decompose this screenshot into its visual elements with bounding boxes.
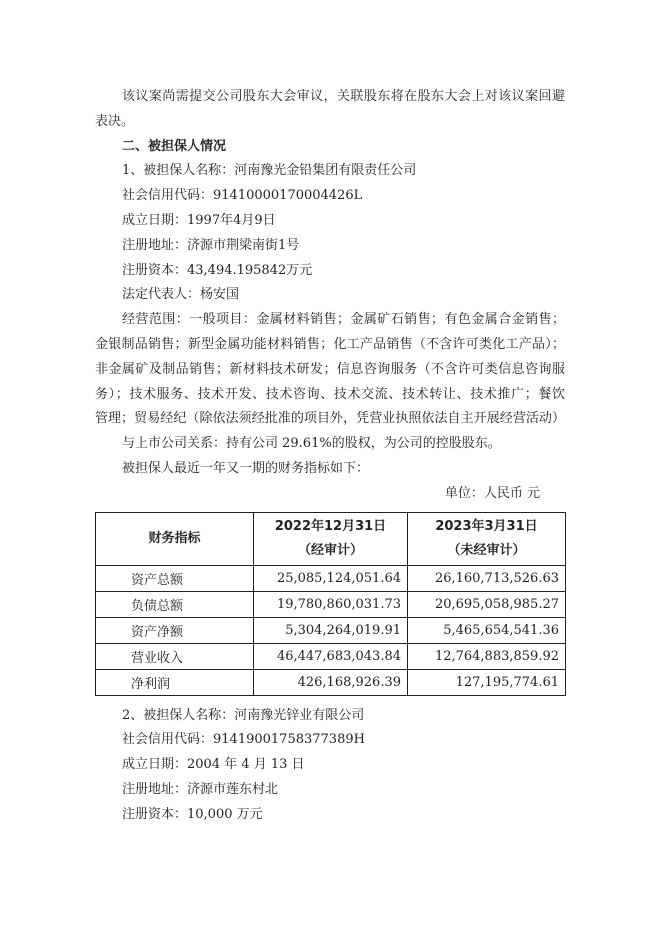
value-2023: 26,160,713,526.63 <box>408 565 566 591</box>
guarantee-1-name: 1、被担保人名称：河南豫光金铅集团有限责任公司 <box>122 163 417 179</box>
document-page <box>95 85 565 828</box>
value-2022: 46,447,683,043.84 <box>254 643 408 669</box>
value-2022: 5,304,264,019.91 <box>254 617 408 643</box>
financial-intro: 被担保人最近一年又一期的财务指标如下： <box>122 460 370 476</box>
guarantee-2-established: 成立日期：2004 年 4 月 13 日 <box>122 757 305 773</box>
business-scope-line: 管理；贸易经纪（除依法须经批准的项目外，凭营业执照依法自主开展经营活动） <box>95 411 565 427</box>
table-header-row <box>96 512 566 565</box>
table-row <box>96 669 566 695</box>
header-2022-note: （经审计） <box>297 542 363 558</box>
guarantee-1-address: 注册地址：济源市荆梁南街1号 <box>122 237 300 253</box>
guarantee-2-name: 2、被担保人名称：河南豫光锌业有限公司 <box>122 707 365 723</box>
table-row <box>96 591 566 617</box>
value-2022: 25,085,124,051.64 <box>254 565 408 591</box>
value-2023: 127,195,774.61 <box>408 669 566 695</box>
financial-table <box>95 512 566 696</box>
value-2023: 12,764,883,859.92 <box>408 643 566 669</box>
row-label: 资产总额 <box>96 565 254 591</box>
guarantee-2-capital: 注册资本：10,000 万元 <box>122 806 263 822</box>
business-scope-line: 金银制品销售；新型金属功能材料销售；化工产品销售（不含许可类化工产品）； <box>95 336 565 352</box>
guarantee-1-legal-rep: 法定代表人：杨安国 <box>122 287 240 303</box>
header-indicator: 财务指标 <box>96 512 254 565</box>
guarantee-2-credit-code: 社会信用代码：91419001758377389H <box>122 732 365 748</box>
guarantee-1-capital: 注册资本：43,494.195842万元 <box>122 262 313 278</box>
row-label: 营业收入 <box>96 643 254 669</box>
header-2023-date: 2023年3月31日 <box>435 518 538 534</box>
value-2022: 426,168,926.39 <box>254 669 408 695</box>
header-2022-date: 2022年12月31日 <box>274 518 387 534</box>
value-2023: 5,465,654,541.36 <box>408 617 566 643</box>
guarantee-2-address: 注册地址：济源市莲东村北 <box>122 781 279 797</box>
business-scope-line: 经营范围：一般项目：金属材料销售；金属矿石销售；有色金属合金销售； <box>122 312 565 328</box>
table-row <box>96 643 566 669</box>
value-2022: 19,780,860,031.73 <box>254 591 408 617</box>
header-2023-note: （未经审计） <box>447 542 526 558</box>
intro-paragraph-line: 该议案尚需提交公司股东大会审议，关联股东将在股东大会上对该议案回避 <box>122 89 565 104</box>
header-2023 <box>408 512 566 565</box>
section-title: 二、被担保人情况 <box>122 138 227 154</box>
guarantee-1-established: 成立日期：1997年4月9日 <box>122 212 276 228</box>
business-scope-line: 非金属矿及制品销售；新材料技术研发；信息咨询服务（不含许可类信息咨询服 <box>95 361 565 377</box>
guarantee-1-credit-code: 社会信用代码：91410000170004426L <box>122 188 363 204</box>
business-scope-line: 务）；技术服务、技术开发、技术咨询、技术交流、技术转让、技术推广；餐饮 <box>95 386 565 402</box>
row-label: 资产净额 <box>96 617 254 643</box>
row-label: 净利润 <box>96 669 254 695</box>
table-row <box>96 565 566 591</box>
guarantee-1-relation: 与上市公司关系：持有公司 29.61%的股权，为公司的控股股东。 <box>122 436 501 452</box>
header-2022 <box>254 512 408 565</box>
intro-paragraph-line: 表决。 <box>95 113 135 129</box>
value-2023: 20,695,058,985.27 <box>408 591 566 617</box>
unit-note: 单位：人民币 元 <box>444 485 540 501</box>
row-label: 负债总额 <box>96 591 254 617</box>
table-row <box>96 617 566 643</box>
